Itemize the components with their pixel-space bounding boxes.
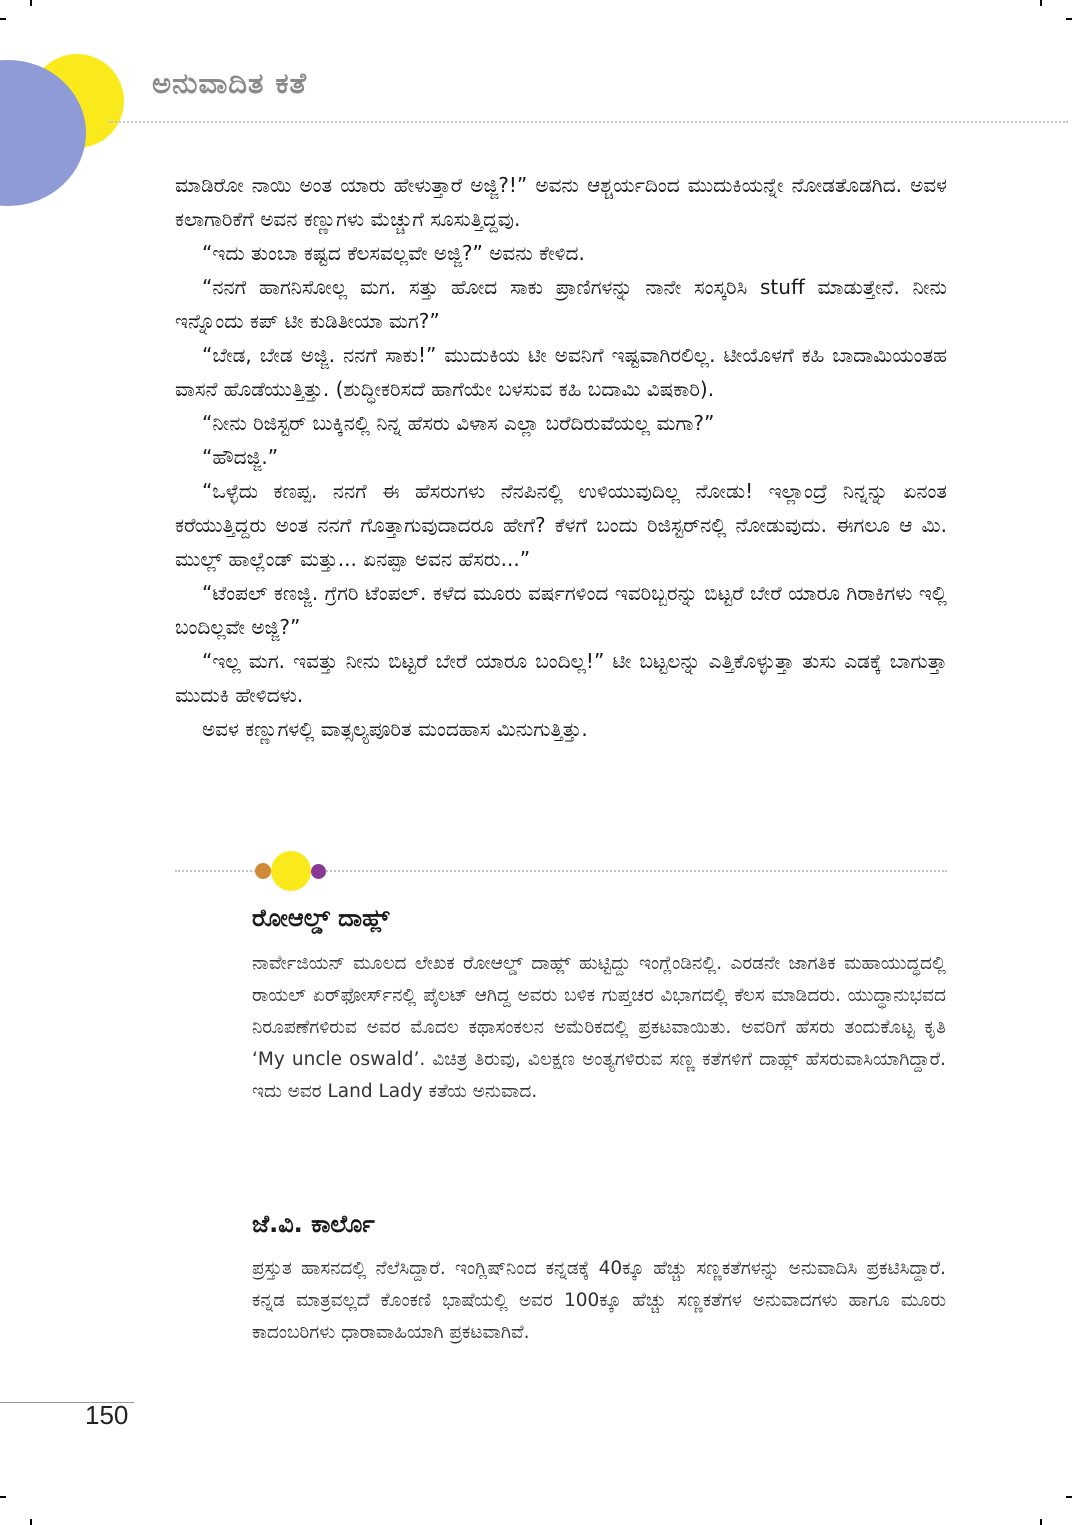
translator-name: ಜೆ.ವಿ. ಕಾರ್ಲೊ — [252, 1210, 375, 1238]
story-paragraph: ಅವಳ ಕಣ್ಣುಗಳಲ್ಲಿ ವಾತ್ಸಲ್ಯಪೂರಿತ ಮಂದಹಾಸ ಮಿನುಗುತ್ತಿತ್ತು. — [202, 717, 588, 741]
page-number: 150 — [85, 1400, 129, 1430]
translator-bio: ಪ್ರಸ್ತುತ ಹಾಸನದಲ್ಲಿ ನೆಲೆಸಿದ್ದಾರೆ. ಇಂಗ್ಲಿಷ್‌ನಿಂದ ಕನ್ನಡಕ್ಕೆ 40ಕ್ಕೂ ಹೆಚ್ಚು ಸಣ್ಣಕತೆಗಳನ್ನು ಅನುವಾದಿಸಿ ಪ್ರಕಟಿಸಿದ್ದಾರೆ. ಕನ್ನಡ ಮಾತ್ರವಲ್ಲದೆ ಕೊಂಕಣಿ ಭಾಷೆಯಲ್ಲಿ ಅವರ 100ಕ್ಕೂ ಹೆಚ್ಚು ಸಣ್ಣಕತೆಗಳ ಅನುವಾದಗಳು ಹಾಗೂ ಮೂರು ಕಾದಂಬರಿಗಳು ಧಾರಾವಾಹಿಯಾಗಿ ಪ್ರಕಟವಾಗಿವೆ. — [252, 1258, 946, 1343]
crop-mark — [30, 1519, 32, 1525]
story-paragraph: “ನೀನು ರಿಜಿಸ್ಟರ್ ಬುಕ್ಕಿನಲ್ಲಿ ನಿನ್ನ ಹೆಸರು ವಿಳಾಸ ಎಲ್ಲಾ ಬರೆದಿರುವೆಯಲ್ಲ ಮಗಾ?” — [202, 411, 715, 435]
header-divider — [108, 121, 1068, 123]
crop-mark — [0, 1496, 6, 1498]
purple-dot-ornament — [311, 864, 326, 879]
author-bio: ನಾರ್ವೇಜಿಯನ್ ಮೂಲದ ಲೇಖಕ ರೋಆಲ್ಡ್ ದಾಹ್ಲ್ ಹುಟ್ಟಿದ್ದು ಇಂಗ್ಲೆಂಡಿನಲ್ಲಿ. ಎರಡನೇ ಜಾಗತಿಕ ಮಹಾಯುದ್ಧದಲ್ಲಿ ರಾಯಲ್ ಏರ್‌ಫೋರ್ಸ್‌ನಲ್ಲಿ ಪೈಲಟ್ ಆಗಿದ್ದ ಅವರು ಬಳಿಕ ಗುಪ್ತಚರ ವಿಭಾಗದಲ್ಲಿ ಕೆಲಸ ಮಾಡಿದರು. ಯುದ್ಧಾನುಭವದ ನಿರೂಪಣೆಗಳಿರುವ ಅವರ ಮೊದಲ ಕಥಾಸಂಕಲನ ಅಮೆರಿಕದಲ್ಲಿ ಪ್ರಕಟವಾಯಿತು. ಅವರಿಗೆ ಹೆಸರು ತಂದುಕೊಟ್ಟ ಕೃತಿ ‘My uncle oswald’. ವಿಚಿತ್ರ ತಿರುವು, ವಿಲಕ್ಷಣ ಅಂತ್ಯಗಳಿರುವ ಸಣ್ಣ ಕತೆಗಳಿಗೆ ದಾಹ್ಲ್ ಹೆಸರುವಾಸಿಯಾಗಿದ್ದಾರೆ. ಇದು ಅವರ Land Lady ಕತೆಯ ಅನುವಾದ. — [252, 953, 946, 1102]
crop-mark — [1040, 0, 1042, 6]
crop-mark — [0, 18, 6, 20]
crop-mark — [1040, 1519, 1042, 1525]
crop-mark — [30, 0, 32, 6]
crop-mark — [1066, 18, 1072, 20]
story-body — [175, 168, 947, 746]
story-paragraph: “ನನಗೆ ಹಾಗನಿಸೋಲ್ಲ ಮಗ. ಸತ್ತು ಹೋದ ಸಾಕು ಪ್ರಾಣಿಗಳನ್ನು ನಾನೇ ಸಂಸ್ಕರಿಸಿ stuff ಮಾಡುತ್ತೇನೆ. ನೀನು ಇನ್ನೊಂದು ಕಪ್ ಟೀ ಕುಡಿತೀಯಾ ಮಗ?” — [175, 275, 947, 333]
section-title: ಅನುವಾದಿತ ಕತೆ — [152, 66, 308, 100]
story-paragraph: “ಒಳ್ಳೆದು ಕಣಪ್ಪ. ನನಗೆ ಈ ಹೆಸರುಗಳು ನೆನಪಿನಲ್ಲಿ ಉಳಿಯುವುದಿಲ್ಲ ನೋಡು! ಇಲ್ಲಾಂದ್ರೆ ನಿನ್ನನ್ನು ಏನಂತ ಕರೆಯುತ್ತಿದ್ದರು ಅಂತ ನನಗೆ ಗೊತ್ತಾಗುವುದಾದರೂ ಹೇಗೆ? ಕೆಳಗೆ ಬಂದು ರಿಜಿಸ್ಟರ್‌ನಲ್ಲಿ ನೋಡುವುದು. ಈಗಲೂ ಆ ಮಿ. ಮುಲ್ಲ್ ಹಾಲ್ಲೆಂಡ್ ಮತ್ತು... ಏನಪ್ಪಾ ಅವನ ಹೆಸರು...” — [175, 479, 947, 571]
story-paragraph: “ಟೆಂಪಲ್ ಕಣಜ್ಜಿ. ಗ್ರೆಗರಿ ಟೆಂಪಲ್. ಕಳೆದ ಮೂರು ವರ್ಷಗಳಿಂದ ಇವರಿಬ್ಬರನ್ನು ಬಿಟ್ಟರೆ ಬೇರೆ ಯಾರೂ ಗಿರಾಕಿಗಳು ಇಲ್ಲಿ ಬಂದಿಲ್ಲವೇ ಅಜ್ಜಿ?” — [175, 581, 947, 639]
author-name: ರೋಆಲ್ಡ್ ದಾಹ್ಲ್ — [252, 904, 390, 932]
orange-dot-ornament — [255, 863, 271, 879]
story-paragraph: “ಇಲ್ಲ ಮಗ. ಇವತ್ತು ನೀನು ಬಿಟ್ಟರೆ ಬೇರೆ ಯಾರೂ ಬಂದಿಲ್ಲ!” ಟೀ ಬಟ್ಟಲನ್ನು ಎತ್ತಿಕೊಳ್ಳುತ್ತಾ ತುಸು ಎಡಕ್ಕೆ ಬಾಗುತ್ತಾ ಮುದುಕಿ ಹೇಳಿದಳು. — [175, 649, 947, 707]
story-paragraph: ಮಾಡಿರೋ ನಾಯಿ ಅಂತ ಯಾರು ಹೇಳುತ್ತಾರೆ ಅಜ್ಜಿ?!” ಅವನು ಆಶ್ಚರ್ಯದಿಂದ ಮುದುಕಿಯನ್ನೇ ನೋಡತೊಡಗಿದ. ಅವಳ ಕಲಾಗಾರಿಕೆಗೆ ಅವನ ಕಣ್ಣುಗಳು ಮೆಚ್ಚುಗೆ ಸೂಸುತ್ತಿದ್ದವು. — [175, 173, 947, 231]
yellow-dot-ornament — [271, 851, 311, 891]
story-paragraph: “ಹೌದಜ್ಜಿ.” — [202, 445, 279, 469]
story-paragraph: “ಬೇಡ, ಬೇಡ ಅಜ್ಜಿ. ನನಗೆ ಸಾಕು!” ಮುದುಕಿಯ ಟೀ ಅವನಿಗೆ ಇಷ್ಟವಾಗಿರಲಿಲ್ಲ. ಟೀಯೊಳಗೆ ಕಹಿ ಬಾದಾಮಿಯಂತಹ ವಾಸನೆ ಹೊಡೆಯುತ್ತಿತ್ತು. (ಶುದ್ಧೀಕರಿಸದೆ ಹಾಗೆಯೇ ಬಳಸುವ ಕಹಿ ಬದಾಮಿ ವಿಷಕಾರಿ). — [175, 343, 947, 401]
story-paragraph: “ಇದು ತುಂಬಾ ಕಷ್ಟದ ಕೆಲಸವಲ್ಲವೇ ಅಜ್ಜಿ?” ಅವನು ಕೇಳಿದ. — [202, 241, 585, 265]
crop-mark — [1066, 1496, 1072, 1498]
